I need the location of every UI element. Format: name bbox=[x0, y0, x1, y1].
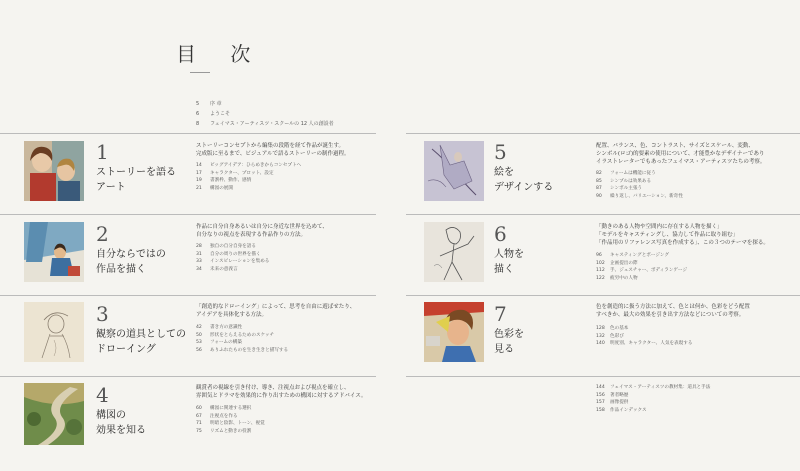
toc-entry bbox=[596, 252, 687, 260]
entry-text: 作品インデックス bbox=[610, 407, 647, 413]
toc-entry bbox=[596, 399, 710, 407]
divider bbox=[0, 214, 376, 215]
chapter-1-heading bbox=[96, 142, 176, 195]
chapter-5-contents bbox=[596, 170, 683, 200]
entry-text: 独自の自分自身を語る bbox=[210, 244, 256, 249]
chapter-title: 自分ならではの 作品を描く bbox=[96, 249, 166, 275]
page-number: 21 bbox=[196, 185, 202, 191]
chapter-6-contents bbox=[596, 252, 687, 282]
entry-text: リズムと動きの役割 bbox=[210, 428, 252, 434]
toc-entry bbox=[196, 332, 288, 340]
toc-entry bbox=[196, 170, 301, 178]
chapter-4-illustration bbox=[24, 383, 84, 445]
entry-text: インスピレーションを集める bbox=[210, 259, 270, 265]
page-number: 5 bbox=[196, 101, 200, 107]
chapter-4-contents bbox=[196, 405, 265, 435]
chapter-2-illustration bbox=[24, 222, 84, 282]
entry-text: 未来の意義言 bbox=[210, 266, 238, 272]
toc-entry bbox=[596, 325, 692, 333]
toc-entry bbox=[596, 170, 683, 178]
chapter-title: 観察の道具としての ドローイング bbox=[96, 329, 186, 355]
divider bbox=[406, 376, 800, 377]
entry-text: 注視点を作る bbox=[210, 413, 238, 419]
toc-entry bbox=[196, 405, 265, 413]
toc-entry bbox=[196, 243, 269, 251]
page-number: 82 bbox=[596, 171, 602, 176]
toc-entry bbox=[196, 413, 265, 421]
page-number: 71 bbox=[196, 421, 202, 427]
divider bbox=[0, 295, 376, 296]
entry-text: 著者略歴 bbox=[610, 392, 629, 398]
chapter-number: 6 bbox=[494, 222, 507, 246]
toc-entry bbox=[196, 428, 265, 436]
page-number: 8 bbox=[196, 121, 200, 127]
entry-text: フェイマス・アーティスツ・スクールの 12 人の創設者 bbox=[210, 121, 334, 127]
intro-item bbox=[196, 99, 334, 109]
chapter-2-heading bbox=[96, 224, 166, 277]
toc-entry bbox=[596, 193, 683, 201]
chapter-title: 絵を デザインする bbox=[494, 167, 554, 193]
chapter-6-illustration bbox=[424, 222, 484, 282]
entry-text: 色彩び bbox=[610, 333, 624, 339]
entry-text: 疲労中の人物 bbox=[610, 275, 638, 281]
chapter-1-illustration bbox=[24, 141, 84, 201]
divider bbox=[406, 133, 800, 134]
page-title: 目 次 bbox=[176, 42, 265, 66]
chapter-number: 2 bbox=[96, 222, 109, 246]
entry-text: 自分の周りの世界を描く bbox=[210, 251, 261, 257]
entry-text: 画像提供 bbox=[610, 400, 629, 406]
chapter-title: 色彩を 見る bbox=[494, 329, 524, 355]
entry-text: 構図に関連する選択 bbox=[210, 406, 252, 411]
entry-text: フォームは機能に従う bbox=[610, 171, 656, 176]
toc-entry bbox=[196, 185, 301, 193]
page-number: 56 bbox=[196, 347, 202, 353]
entry-text: キャスティングとポージング bbox=[610, 253, 669, 258]
page-number: 31 bbox=[196, 251, 202, 257]
page-number: 14 bbox=[196, 163, 202, 168]
chapter-number: 7 bbox=[494, 302, 507, 326]
intro-list bbox=[196, 99, 334, 129]
chapter-2-description: 作品に自分自身あるいは自分に身近な世界を込めて、 自分なりの視点を表現する作品作りの方法。 bbox=[196, 224, 328, 238]
chapter-title: 構図の 効果を知る bbox=[96, 410, 146, 436]
entry-text: ビッグアイデア：ひらめきからコンセプトへ bbox=[210, 163, 302, 168]
toc-entry bbox=[596, 260, 687, 268]
page-number: 67 bbox=[196, 413, 202, 419]
entry-text: 色の基本 bbox=[610, 326, 629, 331]
entry-text: 形状をとらえるためのスケッチ bbox=[210, 332, 275, 338]
page-number: 50 bbox=[196, 332, 202, 338]
page-number: 75 bbox=[196, 428, 202, 434]
chapter-number: 4 bbox=[96, 383, 109, 407]
chapter-5-heading bbox=[494, 142, 553, 195]
page-number: 42 bbox=[196, 325, 202, 330]
toc-entry bbox=[596, 185, 683, 193]
page-number: 157 bbox=[596, 400, 605, 406]
chapter-4-description: 観賞者の視線を引き付け、導き、注視点および視点を確立し、 雰囲気とドラマを効果的に作り出すための構図に対するアドバイス。 bbox=[196, 385, 367, 399]
page-number: 144 bbox=[596, 385, 605, 390]
chapter-5-illustration bbox=[424, 141, 484, 201]
chapter-2-contents bbox=[196, 243, 269, 273]
toc-entry bbox=[596, 407, 710, 415]
toc-entry bbox=[596, 384, 710, 392]
entry-text: フェイマス・アーティスツの教材集：道具と手法 bbox=[610, 385, 711, 390]
entry-text: 繰り返し、バリエーション、新奇性 bbox=[610, 193, 683, 199]
entry-text: 手、ジェスチャー、ボディランゲージ bbox=[610, 268, 688, 274]
toc-entry bbox=[596, 392, 710, 400]
page-number: 6 bbox=[196, 111, 200, 117]
entry-text: 書き方の意識性 bbox=[210, 325, 243, 330]
page-number: 128 bbox=[596, 326, 605, 331]
chapter-5-description: 配置、バランス、色、コントラスト、サイズとスケール、変動、 シンボル(ロゴ)的要素の使用について、才能豊かなデザイナーであり イラストレーターでもあったフェイマス・アーティスツたちの考察。 bbox=[596, 143, 766, 165]
toc-entry bbox=[196, 420, 265, 428]
intro-item bbox=[196, 119, 334, 129]
page-number: 85 bbox=[596, 178, 602, 184]
chapter-3-heading bbox=[96, 304, 186, 357]
toc-entry bbox=[196, 162, 301, 170]
page-number: 17 bbox=[196, 170, 202, 176]
entry-text: シンプルは効果ある bbox=[610, 178, 652, 184]
entry-text: 明度別、キャラクター、人気を表現する bbox=[610, 341, 693, 347]
entry-text: 企画提出の際 bbox=[610, 260, 638, 266]
chapter-3-description: 「創造的なドローイング」によって、思考を自由に遊ばせたり、 アイデアを具体化する方法。 bbox=[196, 304, 356, 318]
chapter-3-contents bbox=[196, 324, 288, 354]
toc-entry bbox=[196, 347, 288, 355]
page-number: 33 bbox=[196, 259, 202, 265]
toc-entry bbox=[196, 251, 269, 259]
divider bbox=[406, 295, 800, 296]
page-number: 19 bbox=[196, 178, 202, 184]
entry-text: 明暗と陰影、トーン、視覚 bbox=[210, 421, 265, 427]
divider bbox=[406, 214, 800, 215]
page-number: 53 bbox=[196, 340, 202, 346]
page-number: 140 bbox=[596, 341, 605, 347]
page-number: 102 bbox=[596, 260, 605, 266]
appendix-contents bbox=[596, 384, 710, 414]
divider bbox=[0, 376, 376, 377]
entry-text: キャラクター、プロット、設定 bbox=[210, 170, 274, 176]
page-number: 156 bbox=[596, 392, 605, 398]
entry-text: ありふれたものを生き生きと描写する bbox=[210, 347, 289, 353]
chapter-4-heading bbox=[96, 385, 146, 438]
chapter-1-contents bbox=[196, 162, 301, 192]
page-number: 96 bbox=[596, 253, 602, 258]
chapter-7-heading bbox=[494, 304, 524, 357]
chapter-number: 1 bbox=[96, 140, 109, 164]
page-number: 122 bbox=[596, 275, 605, 281]
toc-entry bbox=[196, 258, 269, 266]
page-number: 90 bbox=[596, 193, 602, 199]
chapter-6-description: 「動きのある人物や空間内に存在する人物を描く」 「モデルをキャスティングし、協力して作品に取り組む」 「作品用のリファレンス写真を作成する」、この３つのテーマを探る。 bbox=[596, 224, 769, 246]
chapter-title: 人物を 描く bbox=[494, 249, 524, 275]
toc-entry bbox=[196, 324, 288, 332]
chapter-number: 5 bbox=[494, 140, 507, 164]
page-number: 34 bbox=[196, 266, 202, 272]
page-number: 87 bbox=[596, 186, 602, 192]
chapter-3-illustration bbox=[24, 302, 84, 362]
entry-text: シンボル主張う bbox=[610, 186, 643, 192]
entry-text: 構図の展開 bbox=[210, 185, 233, 191]
intro-item bbox=[196, 109, 334, 119]
chapter-number: 3 bbox=[96, 302, 109, 326]
page-number: 28 bbox=[196, 244, 202, 249]
chapter-7-contents bbox=[596, 325, 692, 348]
toc-entry bbox=[596, 178, 683, 186]
chapter-7-description: 色を創造的に扱う方法に加えて、色とは何か、色彩をどう配置 すべきか、最大の効果を引き出す方法などについての考察。 bbox=[596, 304, 750, 318]
toc-entry bbox=[196, 339, 288, 347]
divider bbox=[0, 133, 376, 134]
page-number: 158 bbox=[596, 407, 605, 413]
chapter-6-heading bbox=[494, 224, 524, 277]
page-number: 60 bbox=[196, 406, 202, 411]
toc-entry bbox=[596, 275, 687, 283]
toc-entry bbox=[596, 267, 687, 275]
chapter-7-illustration bbox=[424, 302, 484, 362]
toc-entry bbox=[196, 177, 301, 185]
entry-text: 序 章 bbox=[210, 101, 222, 107]
entry-text: フォームの構築 bbox=[210, 340, 242, 346]
page-number: 132 bbox=[596, 333, 605, 339]
entry-text: ようこそ bbox=[210, 111, 231, 117]
chapter-1-description: ストーリーコンセプトから編集の段階を経て作品が誕生す。 完成版に至るまで、ビジュアルで語るストーリーの制作過程。 bbox=[196, 143, 350, 157]
toc-entry bbox=[596, 333, 692, 341]
page-number: 112 bbox=[596, 268, 605, 274]
toc-entry bbox=[196, 266, 269, 274]
toc-entry bbox=[596, 340, 692, 348]
entry-text: 書割枠、動作、感情 bbox=[210, 178, 252, 184]
title-rule bbox=[190, 72, 210, 73]
chapter-title: ストーリーを語る アート bbox=[96, 167, 176, 193]
